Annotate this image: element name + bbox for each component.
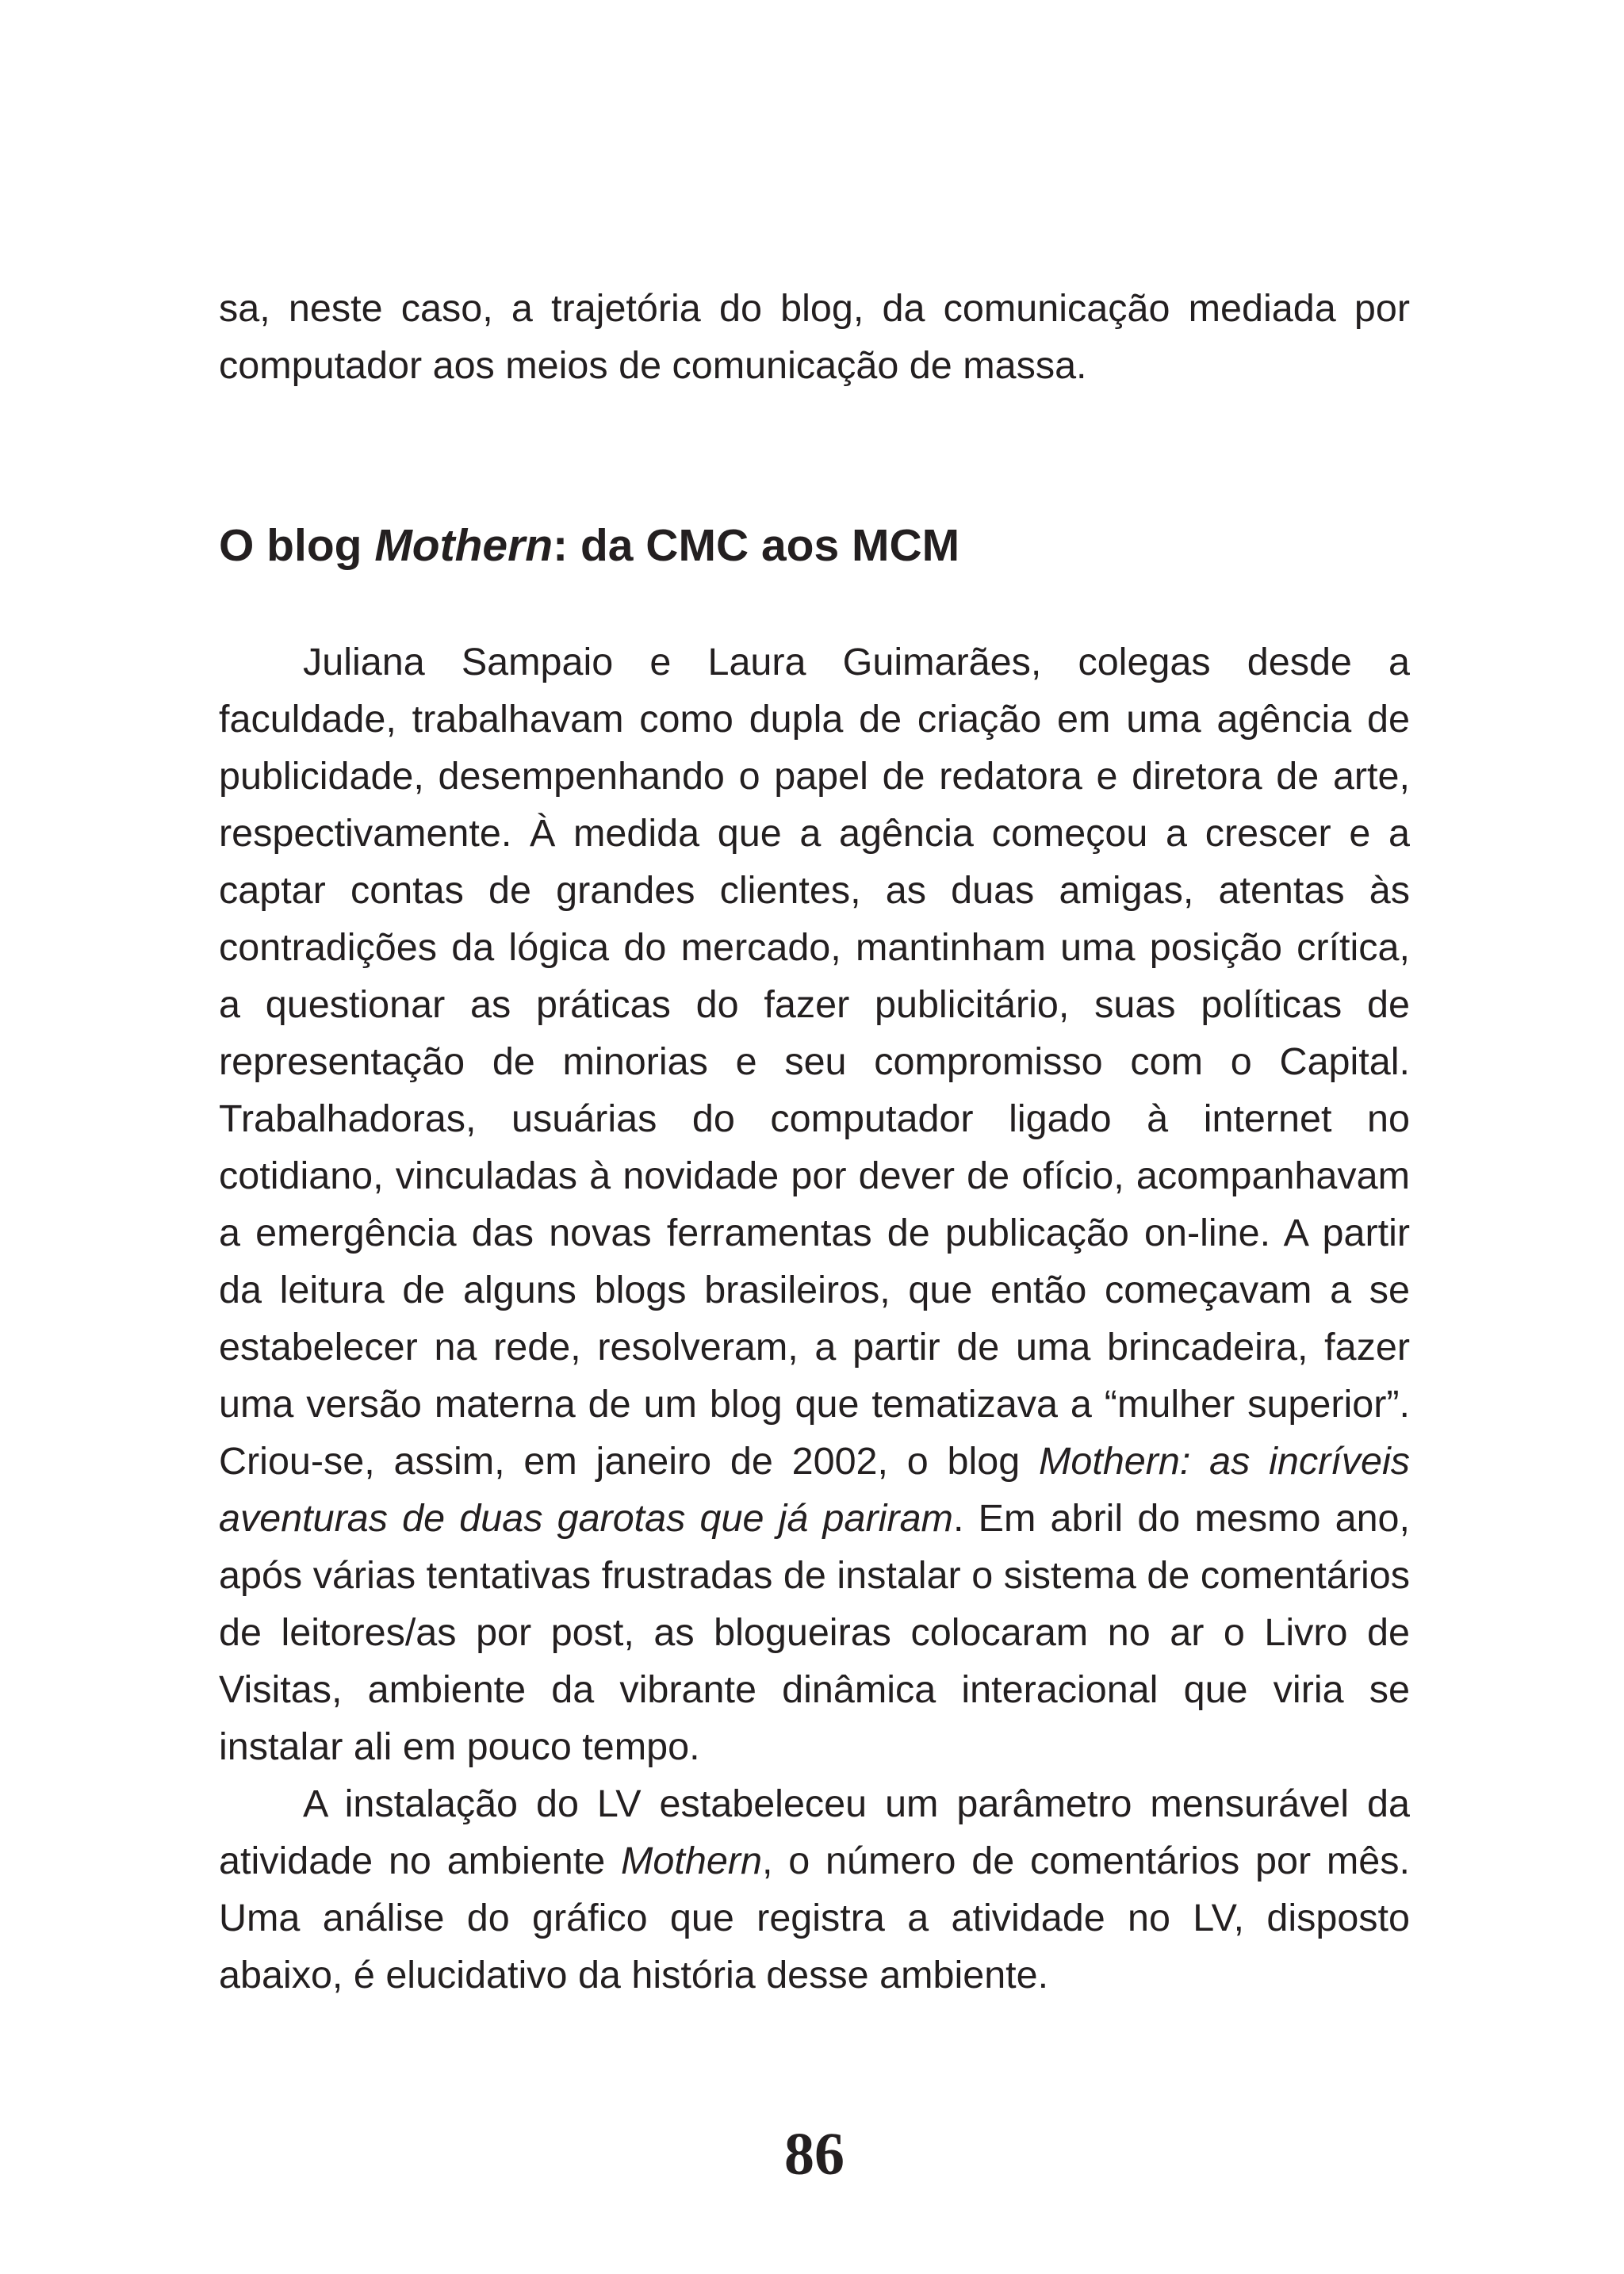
paragraph-1-blog-title: Mothern: as incríveis aventuras de duas garotas que já pariram [219, 1440, 1410, 1540]
section-heading-italic-title: Mothern [374, 520, 553, 571]
paragraph-1 [219, 634, 1410, 1775]
paragraph-2 [219, 1775, 1410, 2004]
section-heading-suffix: : da CMC aos MCM [553, 520, 960, 571]
intro-paragraph: sa, neste caso, a trajetória do blog, da comunicação mediada por computador aos meios de comunicação de massa. [219, 287, 1410, 387]
paragraph-2-text-end: , o número de comentários por mês. Uma análise do gráfico que registra a atividade no LV, disposto abaixo, é elucidativo da história desse ambiente. [219, 1839, 1410, 1996]
section-heading [219, 514, 1410, 577]
book-page [219, 0, 1410, 2274]
body-text [219, 634, 1410, 2004]
paragraph-1-text-end: . Em abril do mesmo ano, após várias tentativas frustradas de instalar o sistema de comentários de leitores/as por post, as blogueiras colocaram no ar o Livro de Visitas, ambiente da vibrante dinâmica interacional que viria se instalar ali em pouco tempo. [219, 1497, 1410, 1768]
page-number: 86 [784, 2121, 845, 2188]
paragraph-1-text-start: Juliana Sampaio e Laura Guimarães, colegas desde a faculdade, trabalhavam como dupla de criação em uma agência de publicidade, desempenhando o papel de redatora e diretora de arte, respectivamente. À medida que a agência começou a crescer e a captar contas de grandes clientes, as duas amigas, atentas às contradições da lógica do mercado, mantinham uma posição crítica, a questionar as práticas do fazer publicitário, suas políticas de representação de minorias e seu compromisso com o Capital. Trabalhadoras, usuárias do computador ligado à internet no cotidiano, vinculadas à novidade por dever de ofício, acompanhavam a emergência das novas ferramentas de publicação on-line. A partir da leitura de alguns blogs brasileiros, que então começavam a se estabelecer na rede, resolveram, a partir de uma brincadeira, fazer uma versão materna de um blog que tematizava a “mulher superior”. Criou-se, assim, em janeiro de 2002, o blog [219, 641, 1410, 1483]
section-heading-prefix: O blog [219, 520, 375, 571]
paragraph-2-text-start: A instalação do LV estabeleceu um parâmetro mensurável da atividade no ambiente [219, 1782, 1410, 1882]
paragraph-2-blog-name: Mothern [621, 1839, 762, 1882]
